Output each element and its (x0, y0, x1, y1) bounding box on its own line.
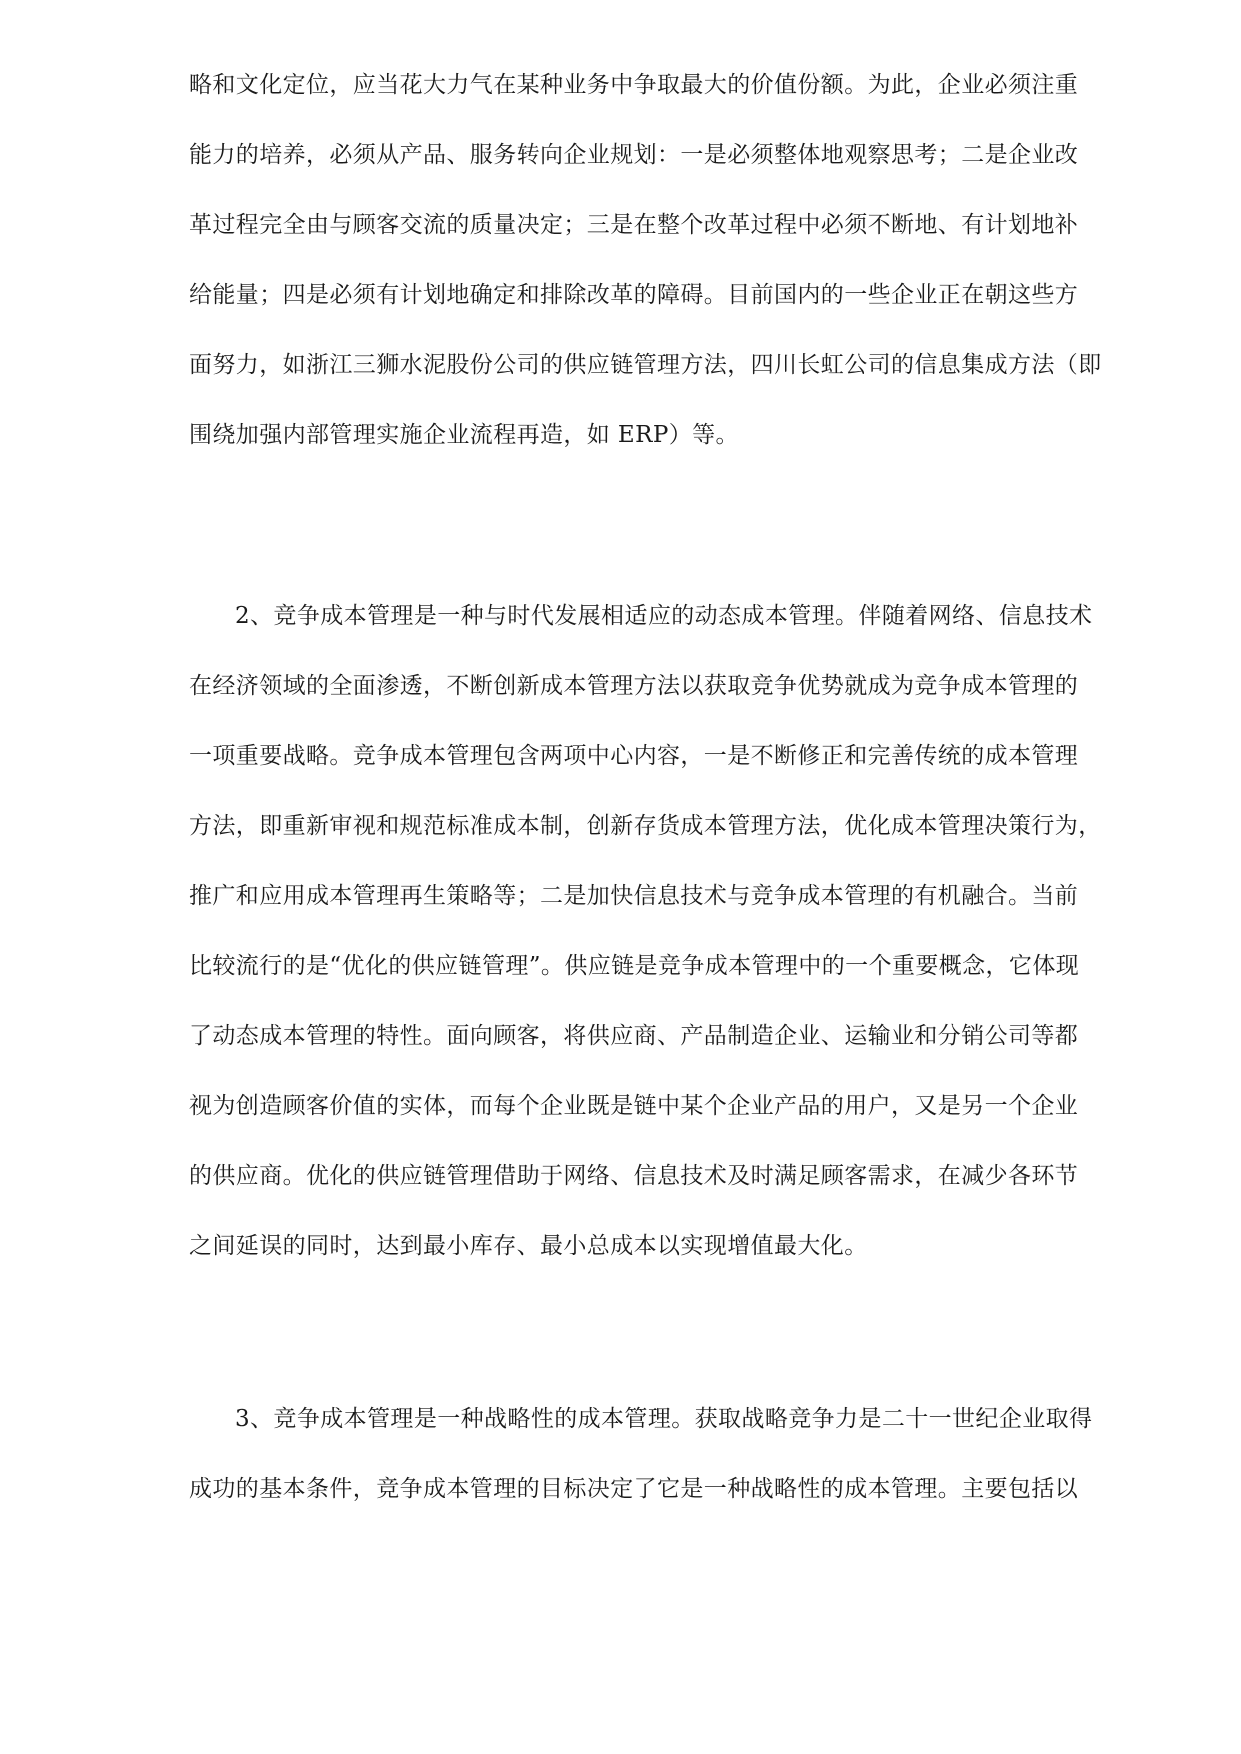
paragraph-first-line: 2、竞争成本管理是一种与时代发展相适应的动态成本管理。伴随着网络、信息技术 (235, 603, 1093, 629)
paragraph-line: 在经济领域的全面渗透，不断创新成本管理方法以获取竞争优势就成为竞争成本管理的 (189, 673, 1079, 699)
paragraph-line: 视为创造顾客价值的实体，而每个企业既是链中某个企业产品的用户，又是另一个企业 (189, 1093, 1079, 1119)
paragraph-line: 方法，即重新审视和规范标准成本制，创新存货成本管理方法，优化成本管理决策行为， (189, 813, 1102, 839)
paragraph-3 (189, 1401, 1145, 1511)
paragraph-line: 比较流行的是“优化的供应链管理”。供应链是竞争成本管理中的一个重要概念，它体现 (189, 953, 1080, 979)
paragraph-line: 一项重要战略。竞争成本管理包含两项中心内容，一是不断修正和完善传统的成本管理 (189, 743, 1079, 769)
paragraph-first-line: 3、竞争成本管理是一种战略性的成本管理。获取战略竞争力是二十一世纪企业取得 (235, 1406, 1093, 1432)
paragraph-line: 的供应商。优化的供应链管理借助于网络、信息技术及时满足顾客需求，在减少各环节 (189, 1163, 1079, 1189)
paragraph-line: 革过程完全由与顾客交流的质量决定；三是在整个改革过程中必须不断地、有计划地补 (189, 212, 1079, 238)
paragraph-line: 给能量；四是必须有计划地确定和排除改革的障碍。目前国内的一些企业正在朝这些方 (189, 282, 1079, 308)
paragraph-line: 略和文化定位，应当花大力气在某种业务中争取最大的价值份额。为此，企业必须注重 (189, 72, 1079, 98)
paragraph-line: 成功的基本条件，竞争成本管理的目标决定了它是一种战略性的成本管理。主要包括以 (189, 1476, 1079, 1502)
paragraph-line: 之间延误的同时，达到最小库存、最小总成本以实现增值最大化。 (189, 1233, 868, 1259)
paragraph-2 (189, 598, 1145, 1288)
paragraph-line: 面努力，如浙江三狮水泥股份公司的供应链管理方法，四川长虹公司的信息集成方法（即 (189, 352, 1102, 378)
paragraph-line: 围绕加强内部管理实施企业流程再造，如 ERP）等。 (189, 422, 739, 448)
paragraph-line: 推广和应用成本管理再生策略等；二是加快信息技术与竞争成本管理的有机融合。当前 (189, 883, 1079, 909)
paragraph-1 (189, 67, 1145, 487)
paragraph-line: 了动态成本管理的特性。面向顾客，将供应商、产品制造企业、运输业和分销公司等都 (189, 1023, 1079, 1049)
paragraph-line: 能力的培养，必须从产品、服务转向企业规划：一是必须整体地观察思考；二是企业改 (189, 142, 1079, 168)
